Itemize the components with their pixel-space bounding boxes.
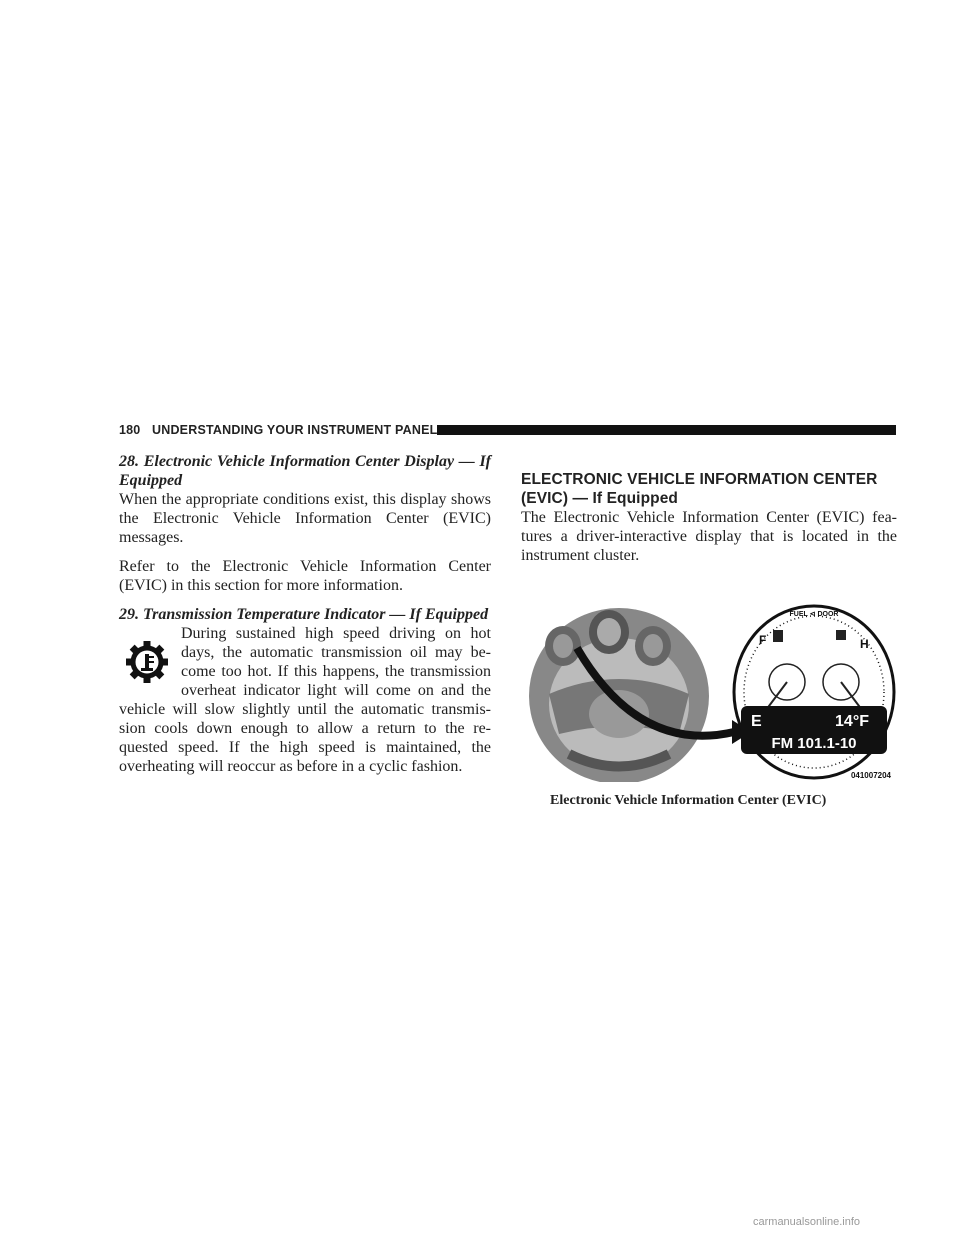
page-number: 180 [119,423,141,437]
evic-display-radio: FM 101.1-10 [771,735,857,752]
item-29-paragraph: During sustained high speed driving on hot days, the automatic transmission oil may be- come too hot. If this happens, the transmission overheat indicator light will come on and the vehicle will slow slightly until the automatic transmis- sion cools down enough to allow a return to the re- quested speed. If the high speed is maintained, the overheating will reoccur as before in a cyclic fashion. [119,625,491,775]
steering-wheel-drawing [529,608,709,782]
evic-illustration [529,604,897,782]
chapter-title: UNDERSTANDING YOUR INSTRUMENT PANEL [152,423,438,437]
evic-display-temp: 14°F [835,713,869,730]
right-column [521,470,897,565]
gauge-label-f: F [759,633,767,647]
page-header [119,422,896,438]
figure-caption: Electronic Vehicle Information Center (EVIC) [550,793,827,808]
gauge-drawing [734,606,894,778]
figure-id: 041007204 [850,771,891,780]
item-28-heading: 28. Electronic Vehicle Information Center Display — If Equipped [119,453,491,489]
watermark: carmanualsonline.info [753,1216,861,1228]
item-28-paragraph-2: Refer to the Electronic Vehicle Information Center (EVIC) in this section for more information. [119,558,491,594]
evic-section-heading: ELECTRONIC VEHICLE INFORMATION CENTER (EVIC) — If Equipped [521,471,878,507]
transmission-temperature-icon [119,632,181,688]
left-column [119,452,491,776]
evic-section-paragraph: The Electronic Vehicle Information Center (EVIC) fea- tures a driver-interactive display that is located in the instrument cluster. [521,509,897,564]
gauge-label-h: H [860,637,869,651]
evic-figure [529,604,897,782]
item-29-heading: 29. Transmission Temperature Indicator — If Equipped [119,606,489,623]
header-rule [437,425,896,435]
evic-display-gear: E [751,713,762,730]
item-29-body [119,624,491,776]
gauge-label-fuel-door: FUEL ⊲ DOOR [789,611,839,618]
item-28-paragraph-1: When the appropriate conditions exist, this display shows the Electronic Vehicle Information Center (EVIC) messages. [119,491,491,546]
